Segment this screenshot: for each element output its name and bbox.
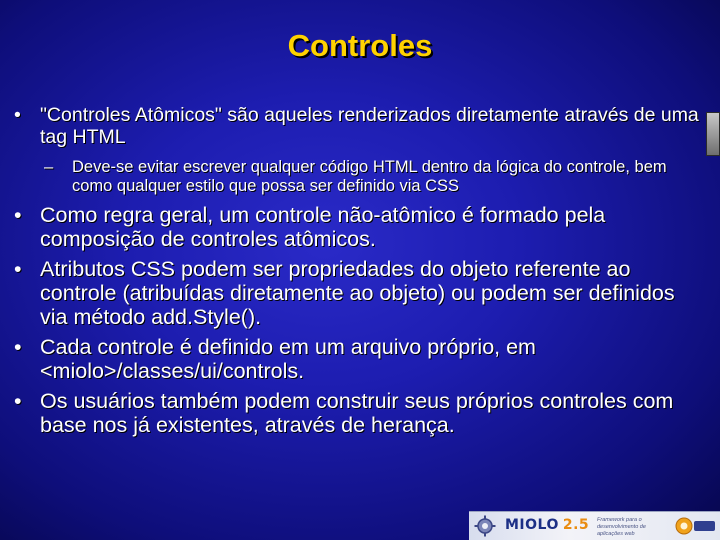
- gear-icon: [474, 515, 496, 537]
- bullet-item: [14, 257, 704, 329]
- sub-bullet-symbol: –: [44, 158, 54, 176]
- bullet-text: Cada controle é definido em um arquivo próprio, em <miolo>/classes/ui/controls.: [40, 335, 536, 383]
- bullet-symbol: •: [14, 203, 22, 227]
- logo-name: MIOLO: [505, 517, 559, 533]
- bullet-item: [14, 203, 704, 251]
- bullet-symbol: •: [14, 104, 21, 126]
- miolo-logo-banner: [469, 511, 720, 540]
- bullet-item: [14, 389, 704, 437]
- decorative-edge-box: [706, 112, 720, 156]
- bullet-symbol: •: [14, 257, 22, 281]
- bullet-text: Atributos CSS podem ser propriedades do objeto referente ao controle (atribuídas diretamente ao objeto) ou podem ser definidos via método add.Style().: [40, 257, 675, 329]
- logo-tagline: Framework para o desenvolvimento de aplicações web: [597, 517, 646, 537]
- bullet-text: Como regra geral, um controle não-atômico é formado pela composição de controles atômicos.: [40, 203, 606, 251]
- solis-logo-icon: [675, 515, 717, 537]
- bullet-text: Os usuários também podem construir seus próprios controles com base nos já existentes, através de herança.: [40, 389, 674, 437]
- sub-bullet-item: [14, 158, 704, 196]
- bullet-item: [14, 104, 704, 148]
- logo-text: [505, 517, 589, 533]
- slide-title: Controles: [287, 28, 433, 63]
- bullet-symbol: •: [14, 389, 22, 413]
- sub-bullet-text: Deve-se evitar escrever qualquer código HTML dentro da lógica do controle, bem como qualquer estilo que possa ser definido via CSS: [72, 158, 667, 195]
- bullet-item: [14, 335, 704, 383]
- bullet-symbol: •: [14, 335, 22, 359]
- logo-version: 2.5: [562, 517, 590, 533]
- slide-content: [14, 104, 704, 437]
- bullet-text: "Controles Atômicos" são aqueles renderizados diretamente através de uma tag HTML: [40, 104, 699, 148]
